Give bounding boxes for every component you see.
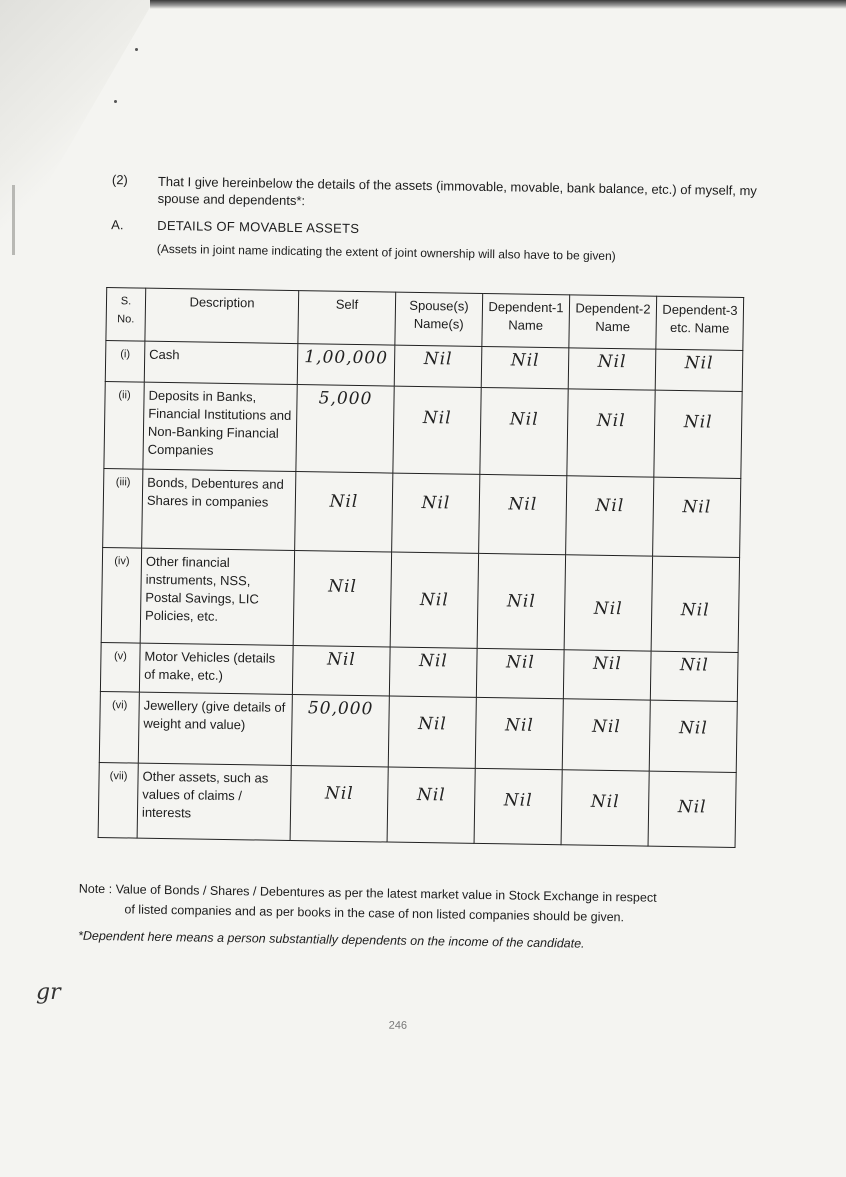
cell-spouse <box>392 473 480 553</box>
cell-self <box>295 472 393 553</box>
row-sno: (ii) <box>104 382 144 470</box>
handwritten-value: Nil <box>597 351 627 373</box>
cell-dependent-1 <box>475 697 563 769</box>
dependent-footnote: *Dependent here means a person substantially dependents on the income of the candidate. <box>77 928 585 951</box>
handwritten-value: 1,00,000 <box>304 347 389 369</box>
row-sno: (iii) <box>103 469 143 549</box>
handwritten-value: Nil <box>419 590 449 611</box>
header-dependent-1: Dependent-1 Name <box>482 293 570 347</box>
table-row <box>98 762 736 847</box>
handwritten-value: Nil <box>593 598 623 620</box>
handwritten-initials: gr <box>36 980 61 1005</box>
cell-dependent-3 <box>653 477 741 557</box>
header-dependent-2: Dependent-2 Name <box>569 295 657 349</box>
handwritten-value: Nil <box>416 784 446 806</box>
note-label: Note : <box>78 881 113 897</box>
handwritten-value: Nil <box>324 783 354 804</box>
cell-self <box>292 646 390 697</box>
row-sno: (vi) <box>99 691 139 763</box>
cell-self <box>297 344 395 387</box>
row-sno: (iv) <box>101 548 141 644</box>
handwritten-value: Nil <box>326 649 356 671</box>
handwritten-value: Nil <box>677 797 707 818</box>
header-self: Self <box>298 291 396 346</box>
cell-dependent-3 <box>649 700 737 772</box>
cell-dependent-2 <box>567 389 655 477</box>
note-line-2: of listed companies and as per books in the case of non listed companies should be given. <box>124 902 625 925</box>
section-letter: A. <box>111 217 124 233</box>
cell-dependent-1 <box>480 387 568 475</box>
cell-spouse <box>390 552 478 648</box>
cell-dependent-3 <box>651 556 739 652</box>
section-title: DETAILS OF MOVABLE ASSETS <box>157 217 360 237</box>
handwritten-value: Nil <box>423 349 453 370</box>
cell-dependent-1 <box>477 553 565 649</box>
table-row <box>104 382 742 479</box>
section-subtitle: (Assets in joint name indicating the extent of joint ownership will also have to be given) <box>156 241 616 264</box>
handwritten-value: Nil <box>678 718 708 739</box>
handwritten-value: Nil <box>682 497 712 518</box>
handwritten-value: Nil <box>683 412 713 433</box>
row-description: Jewellery (give details of weight and value) <box>138 692 292 765</box>
cell-dependent-1 <box>474 768 562 844</box>
handwritten-value: Nil <box>421 493 451 514</box>
handwritten-value: Nil <box>592 653 622 675</box>
cell-spouse <box>389 647 477 697</box>
cell-dependent-2 <box>564 555 652 651</box>
row-sno: (vii) <box>98 762 138 838</box>
cell-dependent-3 <box>655 349 743 391</box>
handwritten-value: Nil <box>680 600 710 621</box>
handwritten-value: Nil <box>329 491 359 513</box>
handwritten-value: Nil <box>328 576 358 598</box>
handwritten-value: Nil <box>505 652 535 673</box>
handwritten-value: Nil <box>509 409 539 430</box>
cell-dependent-1 <box>479 474 567 554</box>
header-description: Description <box>145 288 299 343</box>
header-sno: S. No. <box>106 288 146 342</box>
cell-spouse <box>394 345 482 387</box>
cell-dependent-3 <box>650 651 738 701</box>
handwritten-value: Nil <box>684 353 714 374</box>
handwritten-value: Nil <box>508 494 538 515</box>
handwritten-value: Nil <box>506 591 536 612</box>
handwritten-value: Nil <box>510 350 540 371</box>
handwritten-value: Nil <box>418 650 448 672</box>
paragraph-number: (2) <box>111 172 128 188</box>
table-row <box>99 691 737 772</box>
cell-self <box>293 551 391 648</box>
row-description: Other financial instruments, NSS, Postal Savings, LIC Policies, etc. <box>140 548 294 645</box>
handwritten-value: Nil <box>503 790 533 811</box>
cell-dependent-2 <box>568 348 656 390</box>
row-sno: (i) <box>105 341 145 383</box>
cell-spouse <box>393 386 481 474</box>
table-row <box>101 548 739 653</box>
cell-spouse <box>387 767 475 843</box>
cell-dependent-2 <box>561 770 649 846</box>
movable-assets-table <box>98 287 745 848</box>
cell-self <box>296 385 394 474</box>
cell-dependent-2 <box>563 650 651 700</box>
handwritten-value: Nil <box>590 791 620 813</box>
header-dependent-3: Dependent-3 etc. Name <box>656 296 744 350</box>
paragraph-text: That I give hereinbelow the details of the assets (immovable, movable, bank balance, etc.) of myself, my spouse and dependents*: <box>157 173 757 209</box>
cell-self <box>291 695 389 768</box>
cell-dependent-2 <box>562 699 650 771</box>
cell-dependent-1 <box>481 346 569 388</box>
row-description: Other assets, such as values of claims / interests <box>137 763 291 840</box>
handwritten-value: Nil <box>591 716 621 738</box>
cell-dependent-3 <box>654 390 742 478</box>
page-number: 246 <box>388 1019 408 1032</box>
row-description: Cash <box>144 341 298 384</box>
table-row <box>103 469 741 558</box>
handwritten-value: 5,000 <box>318 388 373 410</box>
cell-dependent-3 <box>648 771 736 847</box>
row-sno: (v) <box>100 643 140 693</box>
cell-dependent-2 <box>566 476 654 556</box>
handwritten-value: Nil <box>596 410 626 432</box>
handwritten-value: Nil <box>595 495 625 517</box>
header-spouse: Spouse(s) Name(s) <box>395 292 483 346</box>
cell-spouse <box>388 696 476 768</box>
cell-dependent-1 <box>476 648 564 698</box>
cell-self <box>290 766 388 843</box>
note-block <box>78 879 729 929</box>
handwritten-value: Nil <box>679 655 709 676</box>
row-description: Motor Vehicles (details of make, etc.) <box>139 643 293 694</box>
note-line-1: Value of Bonds / Shares / Debentures as per the latest market value in Stock Exchange in respect <box>115 882 657 905</box>
handwritten-value: Nil <box>422 408 452 429</box>
handwritten-value: 50,000 <box>307 698 374 720</box>
row-description: Bonds, Debentures and Shares in companies <box>142 469 296 550</box>
row-description: Deposits in Banks, Financial Institutions and Non-Banking Financial Companies <box>143 382 297 471</box>
handwritten-value: Nil <box>504 715 534 736</box>
handwritten-value: Nil <box>417 713 447 735</box>
